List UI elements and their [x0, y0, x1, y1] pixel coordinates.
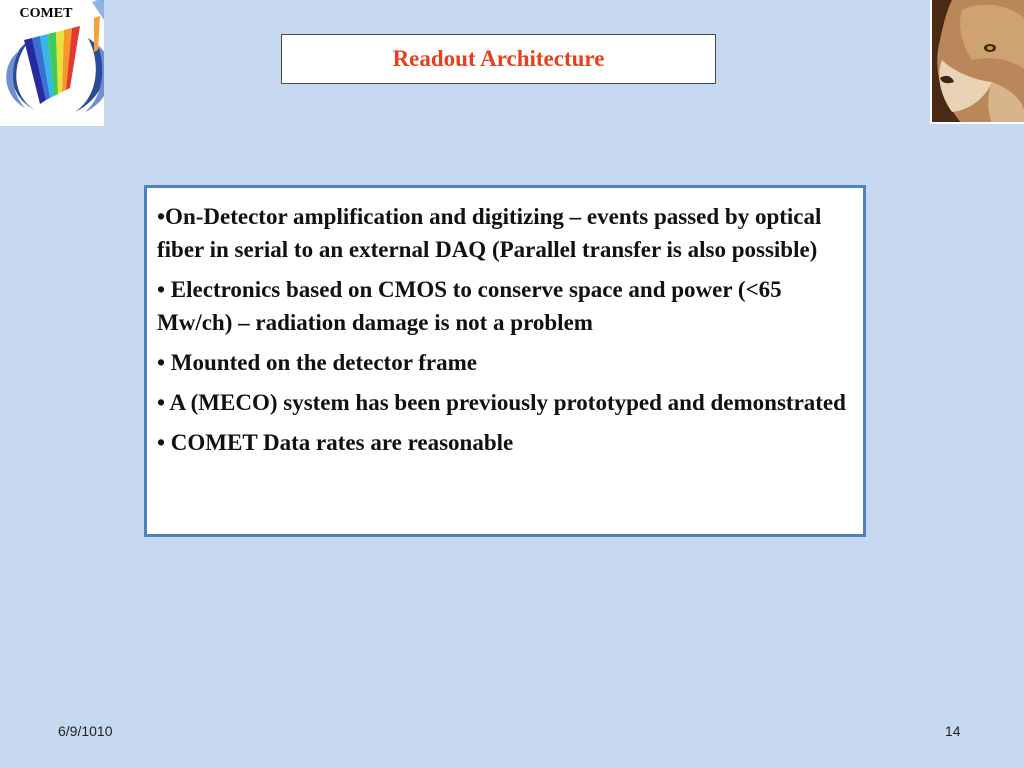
- bullet-item: • A (MECO) system has been previously prototyped and demonstrated: [157, 390, 846, 415]
- bullet-item: •On-Detector amplification and digitizing – events passed by optical fiber in serial to an external DAQ (Parallel transfer is also possible): [157, 204, 822, 262]
- cougar-photo: [930, 0, 1024, 124]
- content-box: [144, 185, 866, 537]
- bullet-item: • Mounted on the detector frame: [157, 350, 477, 375]
- bullet-item: • Electronics based on CMOS to conserve space and power (<65 Mw/ch) – radiation damage is not a problem: [157, 277, 782, 335]
- slide-title: Readout Architecture: [392, 46, 605, 71]
- cougar-image: [932, 0, 1024, 124]
- title-box: [281, 34, 716, 84]
- page-number: 14: [945, 723, 961, 739]
- footer-date: 6/9/1010: [58, 723, 113, 739]
- bullet-item: • COMET Data rates are reasonable: [157, 430, 514, 455]
- comet-logo: [0, 0, 104, 126]
- logo-text: COMET: [19, 6, 73, 21]
